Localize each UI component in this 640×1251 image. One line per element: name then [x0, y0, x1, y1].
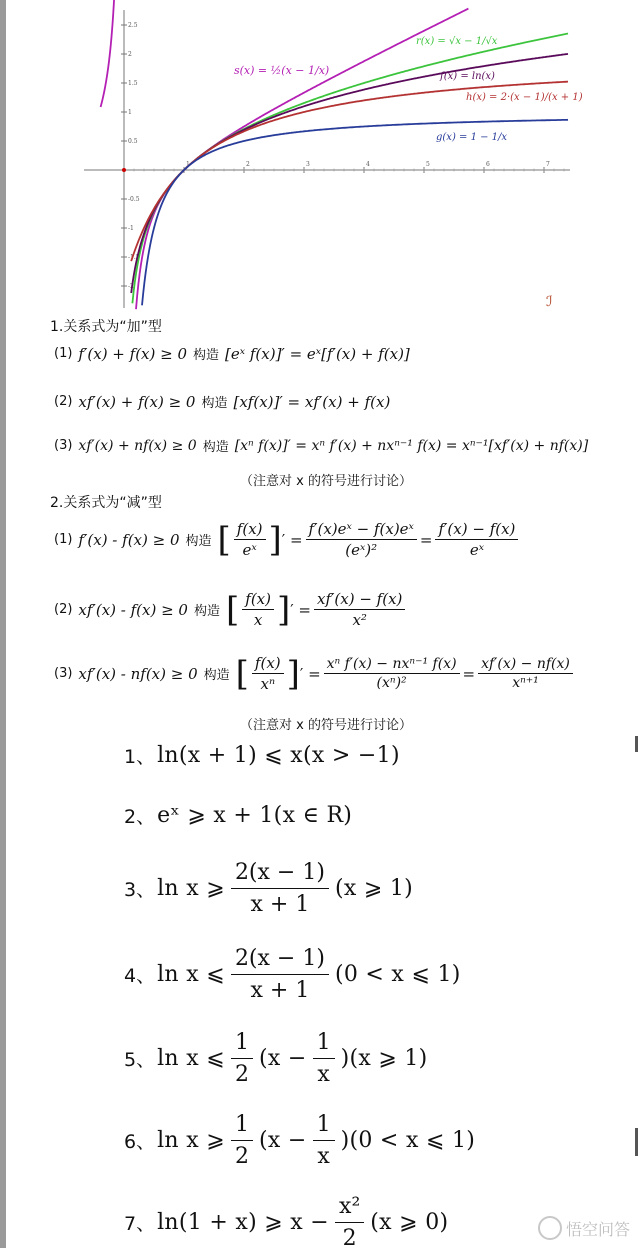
- watermark: [538, 1216, 630, 1240]
- ineq-index: 6、: [124, 1131, 156, 1153]
- fraction: $\frac{\text{x²}}{2}$: [335, 1194, 364, 1251]
- row-num: (1): [54, 346, 73, 361]
- curve-g: [142, 120, 568, 305]
- row-num: (3): [54, 666, 73, 681]
- construction-section: [46, 310, 606, 740]
- row-expression: [eˣ f(x)]′ = eˣ[f′(x) + f(x)]: [225, 344, 410, 363]
- ineq-index: 4、: [124, 965, 156, 987]
- y-tick-label: -0.5: [128, 196, 140, 203]
- plus-row-1: [54, 344, 410, 363]
- curve-s-negative-branch: [101, 0, 117, 107]
- row-num: (3): [54, 438, 73, 453]
- inequality-6: [124, 1112, 475, 1169]
- x-tick-label: 6: [486, 161, 490, 168]
- wukong-logo-icon: [538, 1216, 562, 1240]
- inequality-5: [124, 1030, 428, 1087]
- fraction: $\frac{xf'(x) - nf(x)}{\text{xⁿ⁺¹}}$: [478, 656, 573, 691]
- fraction: $\frac{1}{x}$: [313, 1030, 335, 1087]
- curve-r: [132, 34, 568, 304]
- fraction: $\frac{\text{xⁿ f′(x) − nxⁿ⁻¹ f(x)}}{\text{(xⁿ)²}}$: [324, 656, 460, 691]
- y-tick-label: 1.5: [128, 80, 138, 87]
- fraction: 2(x − 1) x + 1: [231, 860, 329, 917]
- ineq-condition: (x ⩾ 1): [334, 876, 414, 901]
- ineq-index: 7、: [124, 1213, 156, 1235]
- ineq-text: ln x ⩾: [157, 1128, 225, 1153]
- row-condition: xf′(x) + nf(x) ≥ 0: [78, 437, 197, 454]
- y-tick-label: 2.5: [128, 22, 138, 29]
- plus-row-3: [54, 436, 588, 455]
- fraction: $\frac{f'(x) - f(x)}{\text{eˣ}}$: [435, 520, 518, 559]
- curve-s: [136, 9, 468, 310]
- inequality-3: [124, 860, 413, 917]
- y-tick-label: 2: [128, 51, 132, 58]
- row-num: (1): [54, 532, 73, 547]
- ineq-text: ln x ⩽: [157, 962, 225, 987]
- row-condition: xf′(x) - f(x) ≥ 0: [78, 600, 188, 619]
- row-condition: xf′(x) - nf(x) ≥ 0: [78, 664, 198, 683]
- minus-row-3: (3) xf′(x) - nf(x) ≥ 0 构造 [ $\frac{f(x)}{\text{xⁿ}}$ ] ′ = $\frac{\text{xⁿ f′(x) − nxⁿ⁻¹ f(x)}}{\text{(xⁿ)²}}$ = $\frac{xf'(x) - nf(x)}{\text{xⁿ⁺¹}}$: [54, 654, 576, 693]
- x-tick-label: 3: [306, 161, 310, 168]
- x-tick-label: 4: [366, 161, 370, 168]
- ineq-condition: (0 < x ⩽ 1): [334, 962, 461, 987]
- plus-row-2: [54, 392, 390, 411]
- x-tick-label: 1: [186, 161, 190, 168]
- curve-h: [131, 82, 568, 262]
- axes: [84, 10, 570, 319]
- scroll-mark: [635, 1128, 638, 1156]
- fraction: 1 2: [231, 1030, 253, 1087]
- label-h: h(x) = 2·(x − 1)/(x + 1): [466, 92, 583, 103]
- y-tick-label: -2: [128, 283, 134, 290]
- fraction: $\frac{f(x)}{\text{eˣ}}$: [234, 520, 266, 559]
- row-condition: xf′(x) + f(x) ≥ 0: [78, 392, 196, 411]
- ineq-condition: )(x ⩾ 1): [340, 1046, 428, 1071]
- ineq-text: ln x ⩽: [157, 1046, 225, 1071]
- curves: [101, 0, 568, 309]
- label-s: s(x) = ½(x − 1/x): [234, 64, 330, 77]
- ineq-condition: )(0 < x ⩽ 1): [340, 1128, 476, 1153]
- y-tick-label: 1: [128, 109, 132, 116]
- row-num: (2): [54, 394, 73, 409]
- construct-word: 构造: [193, 604, 220, 619]
- ineq-index: 3、: [124, 879, 156, 901]
- watermark-text: 悟空问答: [565, 1219, 630, 1239]
- ineq-text: ln x ⩾: [157, 876, 225, 901]
- curve-f: [131, 54, 568, 293]
- construct-word: 构造: [201, 396, 228, 411]
- row-condition: f′(x) + f(x) ≥ 0: [78, 344, 188, 363]
- x-tick-label: 7: [546, 161, 550, 168]
- label-g: g(x) = 1 − 1/x: [436, 132, 508, 143]
- row-expression: [xⁿ f(x)]′ = xⁿ f′(x) + nxⁿ⁻¹ f(x) = xⁿ⁻¹[xf′(x) + nf(x)]: [234, 437, 589, 454]
- ineq-condition: (x ⩾ 0): [370, 1210, 449, 1235]
- note-sign: （注意对 x 的符号进行讨论）: [240, 474, 412, 489]
- construct-word: 构造: [185, 534, 212, 549]
- row-expression: [xf(x)]′ = xf′(x) + f(x): [233, 392, 391, 411]
- label-f: f(x) = ln(x): [440, 71, 495, 82]
- x-tick-label: 2: [246, 161, 250, 168]
- heading-plus-type: 1.关系式为“加”型: [50, 319, 162, 335]
- inequality-7: [124, 1194, 448, 1251]
- fraction: $\frac{xf'(x) - f(x)}{\text{x²}}$: [314, 590, 405, 629]
- fraction: 1 2: [231, 1112, 253, 1169]
- scroll-mark: [635, 736, 638, 752]
- y-tick-label: 0.5: [128, 138, 138, 145]
- fraction: $\frac{1}{x}$: [313, 1112, 335, 1169]
- fraction: $\frac{f(x)}{\text{xⁿ}}$: [252, 654, 284, 693]
- note-sign: （注意对 x 的符号进行讨论）: [240, 718, 412, 733]
- function-graph: [84, 8, 583, 312]
- corner-mark: ℐ: [546, 294, 553, 310]
- ineq-index: 2、: [124, 806, 156, 828]
- construct-word: 构造: [193, 348, 220, 363]
- fraction: $\frac{\text{f′(x)eˣ − f(x)eˣ}}{\text{(eˣ)²}}$: [306, 520, 417, 559]
- row-num: (2): [54, 602, 73, 617]
- ineq-text: (x −: [258, 1046, 307, 1071]
- inequality-4: [124, 946, 461, 1003]
- ineq-text: ln(x + 1) ⩽ x(x > −1): [157, 743, 400, 768]
- heading-minus-type: 2.关系式为“减”型: [50, 495, 162, 511]
- minus-row-1: (1) f′(x) - f(x) ≥ 0 构造 [ $\frac{f(x)}{\text{eˣ}}$ ] ′ = $\frac{\text{f′(x)eˣ − f(x)eˣ}}{\text{(eˣ)²}}$ = $\frac{f'(x) - f(x)}{\text{eˣ}}$: [54, 520, 521, 559]
- construct-word: 构造: [203, 668, 230, 683]
- ineq-index: 5、: [124, 1049, 156, 1071]
- ineq-text: ln(1 + x) ⩾ x −: [157, 1210, 330, 1235]
- inequality-2: [124, 802, 352, 829]
- origin-dot: [122, 168, 126, 172]
- ineq-text: eˣ ⩾ x + 1(x ∈ R): [157, 803, 353, 828]
- fraction: 2(x − 1) x + 1: [231, 946, 329, 1003]
- x-tick-label: 5: [426, 161, 430, 168]
- y-tick-label: -1: [128, 225, 134, 232]
- left-edge-bar: [0, 0, 6, 1248]
- fraction: $\frac{f(x)}{x}$: [242, 590, 274, 629]
- ineq-text: (x −: [258, 1128, 307, 1153]
- minus-row-2: (2) xf′(x) - f(x) ≥ 0 构造 [ $\frac{f(x)}{x}$ ] ′ = $\frac{xf'(x) - f(x)}{\text{x²}}$: [54, 590, 408, 629]
- y-tick-label: -1.5: [128, 254, 140, 261]
- ineq-index: 1、: [124, 746, 156, 768]
- label-r: r(x) = √x − 1/√x: [416, 36, 498, 47]
- row-condition: f′(x) - f(x) ≥ 0: [78, 530, 180, 549]
- inequality-1: [124, 742, 400, 769]
- construct-word: 构造: [202, 440, 229, 455]
